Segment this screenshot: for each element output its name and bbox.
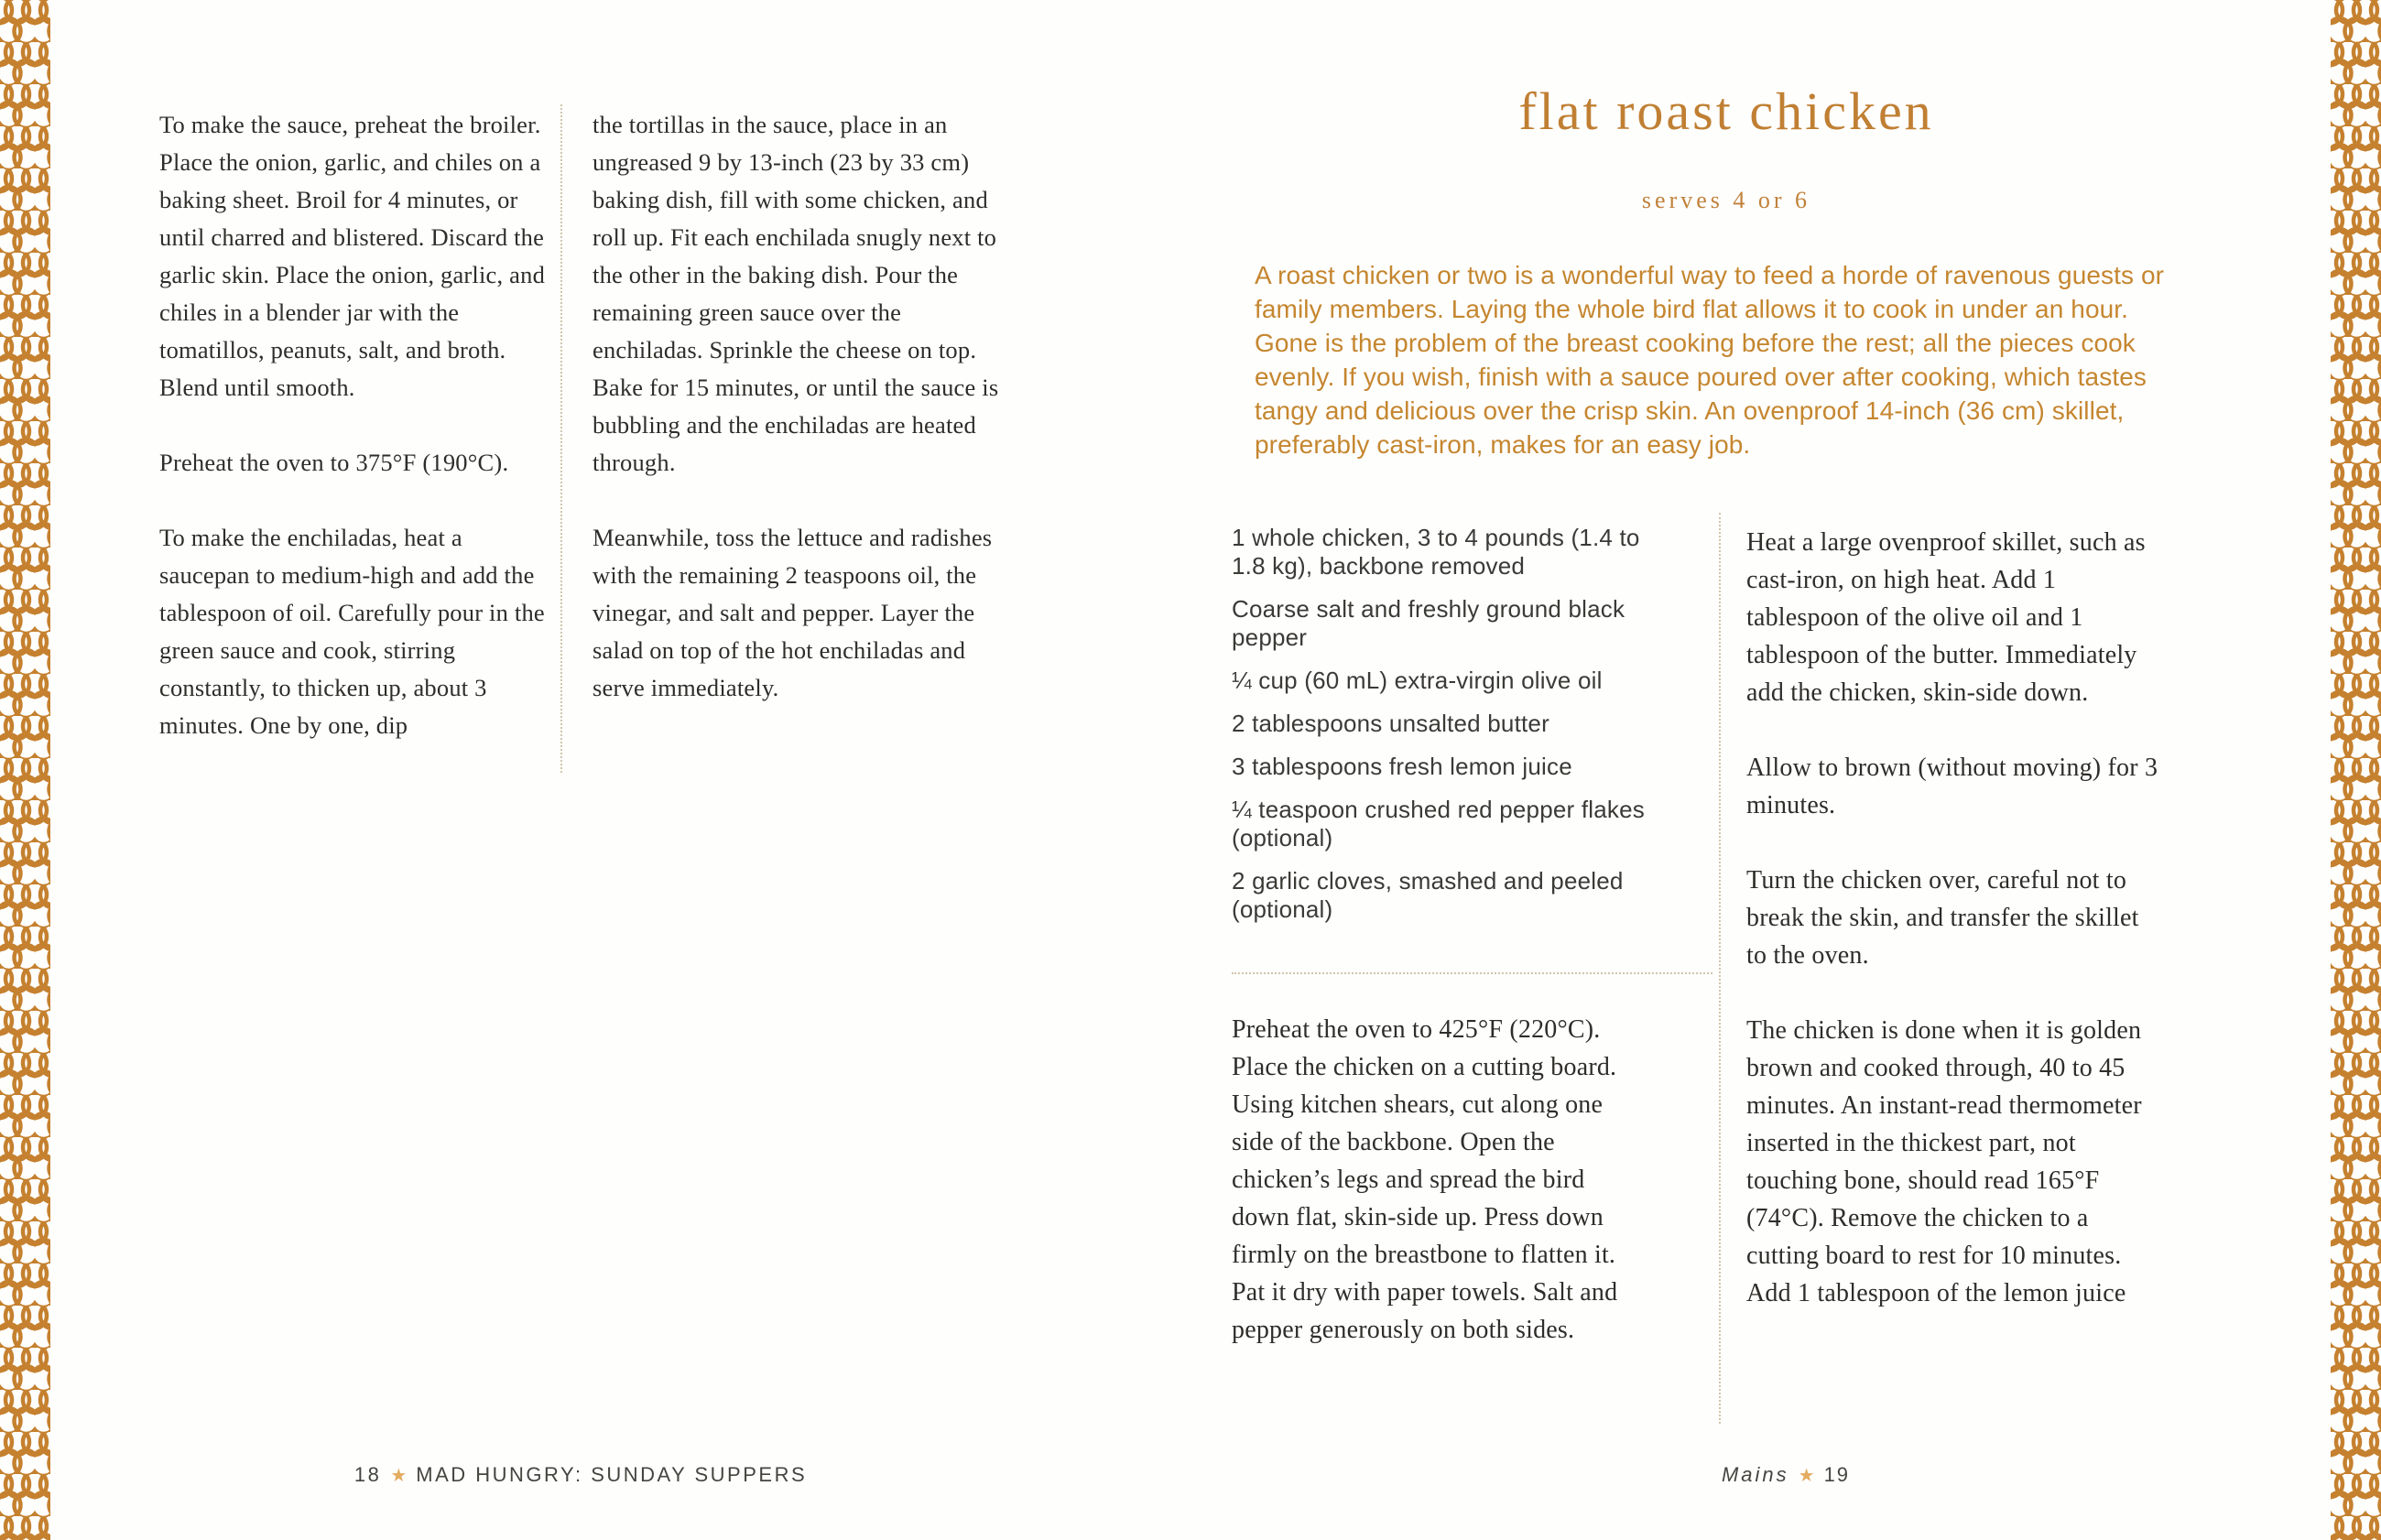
recipe-title: flat roast chicken [1518,81,1934,141]
cooking-instructions-column [1746,524,2163,1350]
column-divider-dotted [560,104,562,773]
instruction-paragraph: Turn the chicken over, careful not to break the skin, and transfer the skillet to the oven. [1746,866,2139,970]
decorative-border-right [2331,0,2381,1540]
ingredient-item: 2 garlic cloves, smashed and peeled (optional) [1232,867,1624,923]
book-title: MAD HUNGRY: SUNDAY SUPPERS [416,1463,808,1486]
footer-left [159,1463,1002,1487]
page-number: 19 [1823,1463,1851,1486]
recipe-paragraph: the tortillas in the sauce, place in an ungreased 9 by 13-inch (23 by 33 cm) baking dish, fill with some chicken, and roll up. Fit each enchilada snugly next to the other in the baking dish. Pour the remaining green sauce over the enchiladas. Sprinkle the cheese on top. Bake for 15 minutes, or until the sauce is bubbling and the enchiladas are heated through. [593,111,999,476]
recipe-intro: A roast chicken or two is a wonderful way to feed a horde of ravenous guests or family members. Laying the whole bird flat allows it to cook in under an hour. Gone is the problem of the breast cooking before the rest; all the pieces cook evenly. If you wish, finish with a sauce poured over after cooking, which tastes tangy and delicious over the crisp skin. An ovenproof 14-inch (36 cm) skillet, preferably cast-iron, makes for an easy job. [1255,261,2165,459]
star-icon: ★ [390,1466,408,1486]
ingredients-list [1232,524,1662,938]
ingredient-item: 3 tablespoons fresh lemon juice [1232,753,1572,780]
recipe-text-column-2 [593,106,1003,744]
ingredients-divider-dotted [1232,972,1712,974]
decorative-border-left [0,0,50,1540]
section-name: Mains [1721,1463,1789,1486]
ingredient-item: 1 whole chicken, 3 to 4 pounds (1.4 to 1.8 kg), backbone removed [1232,524,1640,580]
recipe-paragraph: Preheat the oven to 375°F (190°C). [159,449,509,476]
prep-instructions-column [1232,1011,1639,1386]
page-number: 18 [353,1463,382,1486]
recipe-paragraph: To make the sauce, preheat the broiler. Place the onion, garlic, and chiles on a baking sheet. Broil for 4 minutes, or until charred and blistered. Discard the garlic skin. Place the onion, garlic, and chiles in a blender jar with the tomatillos, peanuts, salt, and broth. Blend until smooth. [159,111,546,401]
ingredient-item: Coarse salt and freshly ground black pepper [1232,595,1625,651]
ingredient-item: ¼ teaspoon crushed red pepper flakes (optional) [1232,796,1645,851]
instruction-paragraph: Heat a large ovenproof skillet, such as cast-iron, on high heat. Add 1 tablespoon of the olive oil and 1 tablespoon of the butter. Immediately add the chicken, skin-side down. [1746,528,2146,707]
serves-line: serves 4 or 6 [1641,187,1811,213]
star-icon: ★ [1798,1466,1815,1486]
ingredient-item: ¼ cup (60 mL) extra-virgin olive oil [1232,667,1603,694]
recipe-text-column-1 [159,106,559,782]
instruction-paragraph: Allow to brown (without moving) for 3 minutes. [1746,754,2158,819]
recipe-paragraph: To make the enchiladas, heat a saucepan to medium-high and add the tablespoon of oil. Carefully pour in the green sauce and cook, stirring constantly, to thicken up, about 3 minutes. One by one, dip [159,524,545,739]
ingredient-item: 2 tablespoons unsalted butter [1232,710,1549,737]
instruction-paragraph: The chicken is done when it is golden brown and cooked through, 40 to 45 minutes. An instant-read thermometer inserted in the thickest part, not touching bone, should read 165°F (74°C). Remove the chicken to a cutting board to rest for 10 minutes. Add 1 tablespoon of the lemon juice [1746,1016,2142,1307]
instruction-paragraph: Preheat the oven to 425°F (220°C). Place the chicken on a cutting board. Using kitchen shears, cut along one side of the backbone. Open the chicken’s legs and spread the bird down flat, skin-side up. Press down firmly on the breastbone to flatten it. Pat it dry with paper towels. Salt and pepper generously on both sides. [1232,1015,1618,1344]
recipe-paragraph: Meanwhile, toss the lettuce and radishes with the remaining 2 teaspoons oil, the vinegar, and salt and pepper. Layer the salad on top of the hot enchiladas and serve immediately. [593,524,993,701]
instructions-divider-dotted [1719,513,1721,1424]
footer-right [1232,1463,2340,1487]
